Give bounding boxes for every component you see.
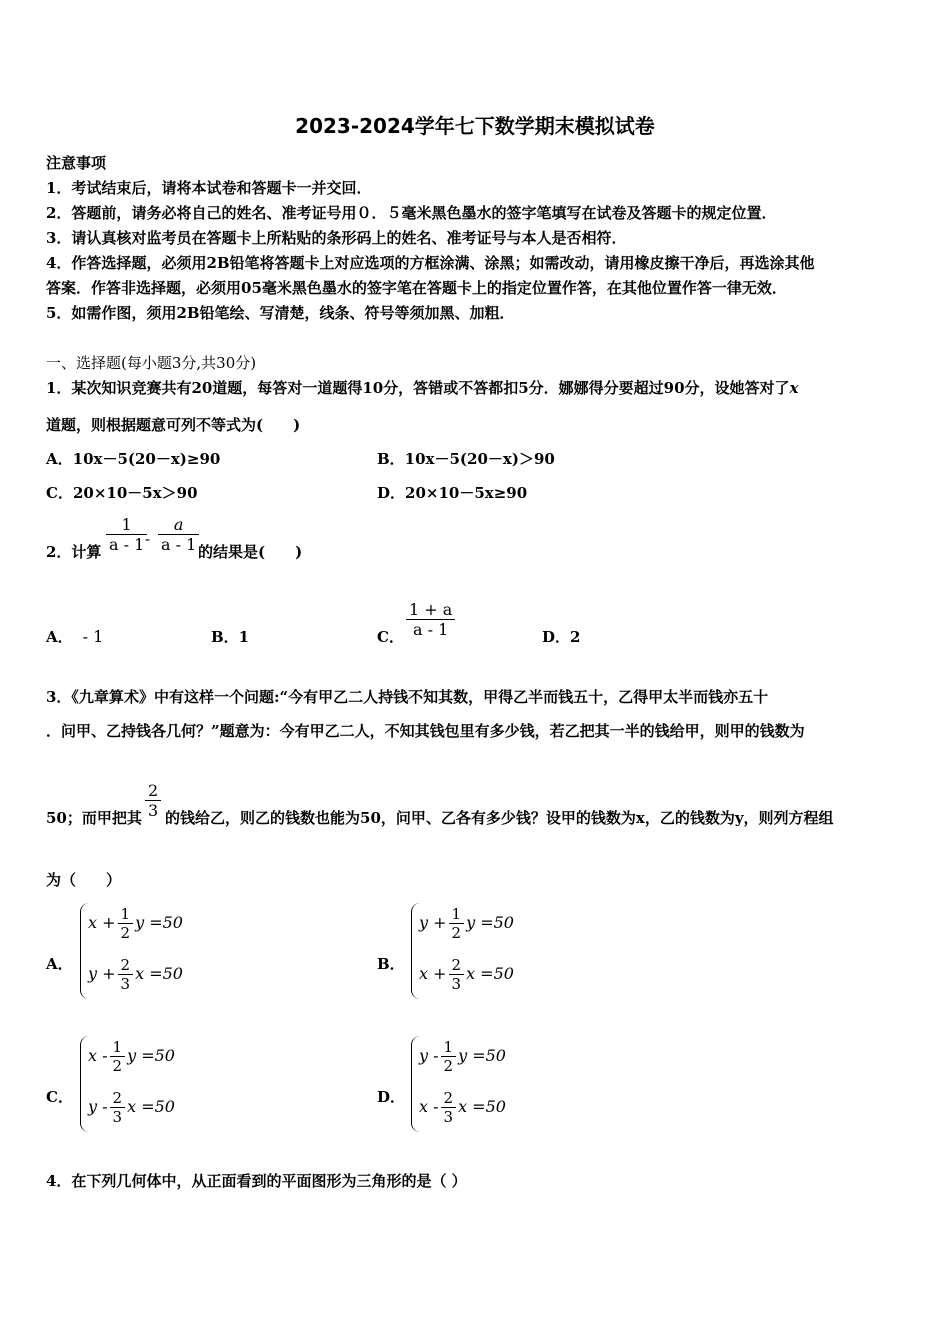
equation: y + $\frac{1}{2}$ y =50 [419, 905, 514, 942]
question-3-line4: 为（ ） [46, 871, 122, 889]
equation: x + $\frac{2}{3}$ x =50 [419, 956, 514, 993]
q2-fraction-1 [106, 515, 147, 554]
question-1-line1: 1．某次知识竞赛共有20道题，每答对一道题得10分，答错或不答都扣5分．娜娜得分要超过90分，设她答对了 [46, 379, 790, 397]
fraction-denominator: a - 1 [158, 534, 199, 554]
equation: y - $\frac{1}{2}$ y =50 [419, 1038, 506, 1075]
q3-option-b-system [411, 903, 551, 1003]
q3-option-d-label[interactable]: D． [377, 1088, 406, 1106]
q2-option-c-fraction [406, 600, 455, 639]
section-heading: 一、选择题(每小题3分,共30分) [46, 354, 257, 372]
option-label: A． [46, 628, 73, 646]
fraction-numerator: 1 [121, 515, 132, 534]
note-item: 5．如需作图，须用2B铅笔绘、写清楚，线条、符号等须加黑、加粗． [46, 304, 515, 322]
note-item: 1．考试结束后，请将本试卷和答题卡一并交回． [46, 179, 372, 197]
q2-option-b[interactable]: B．1 [211, 628, 250, 646]
question-1-var: x [789, 379, 799, 397]
fraction-numerator: a [173, 515, 184, 534]
q3-option-b-label[interactable]: B． [377, 955, 405, 973]
note-item: 3．请认真核对监考员在答题卡上所粘贴的条形码上的姓名、准考证号与本人是否相符． [46, 229, 627, 247]
question-3-line2: ．问甲、乙持钱各几何？”题意为：今有甲乙二人，不知其钱包里有多少钱，若乙把其一半的钱给甲，则甲的钱数为 [46, 722, 805, 740]
q2-option-d[interactable]: D．2 [542, 628, 581, 646]
equation: y + $\frac{2}{3}$ x =50 [88, 956, 183, 993]
fraction-numerator: 2 [148, 781, 159, 800]
note-item: 答案．作答非选择题，必须用05毫米黑色墨水的签字笔在答题卡上的指定位置作答，在其他位置作答一律无效． [46, 279, 787, 297]
question-4-text: 4．在下列几何体中，从正面看到的平面图形为三角形的是（ ） [46, 1172, 467, 1190]
question-2-suffix: 的结果是( ) [198, 543, 303, 561]
question-1-line2: 道题，则根据题意可列不等式为( ) [46, 416, 301, 434]
equation: y - $\frac{2}{3}$ x =50 [88, 1089, 175, 1126]
equation: x - $\frac{2}{3}$ x =50 [419, 1089, 506, 1126]
q3-option-a-label[interactable]: A． [46, 955, 73, 973]
question-1-text [46, 377, 798, 398]
fraction-numerator: 1 + a [409, 600, 453, 619]
q3-option-c-label[interactable]: C． [46, 1088, 73, 1106]
question-3-line3-pre: 50；而甲把其 [46, 809, 142, 827]
equation: x - $\frac{1}{2}$ y =50 [88, 1038, 175, 1075]
q1-option-c[interactable]: C．20×10－5x＞90 [46, 484, 198, 502]
notes-heading: 注意事项 [46, 154, 107, 172]
fraction-denominator: a - 1 [406, 619, 455, 639]
q3-option-a-system [80, 903, 220, 1003]
fraction-denominator: a - 1 [106, 534, 147, 554]
equation: x + $\frac{1}{2}$ y =50 [88, 905, 183, 942]
q3-option-c-system [80, 1036, 220, 1136]
q3-inline-fraction [145, 781, 161, 820]
q2-option-a[interactable] [46, 626, 103, 647]
q1-option-d[interactable]: D．20×10－5x≥90 [377, 484, 528, 502]
question-3-line1: 3．《九章算术》中有这样一个问题:“今有甲乙二人持钱不知其数，甲得乙半而钱五十，乙得甲太半而钱亦五十 [46, 688, 769, 706]
option-value: - 1 [82, 627, 104, 646]
q2-fraction-2 [158, 515, 199, 554]
q1-option-b[interactable]: B．10x－5(20－x)＞90 [377, 450, 555, 468]
q1-option-a[interactable]: A．10x－5(20－x)≥90 [46, 450, 221, 468]
question-3-line3-post: 的钱给乙，则乙的钱数也能为50，问甲、乙各有多少钱？设甲的钱数为x，乙的钱数为y，则列方程组 [165, 809, 834, 827]
minus-sign: - [145, 530, 151, 548]
question-2-prefix: 2．计算 [46, 543, 102, 561]
page-title: 2023-2024学年七下数学期末模拟试卷 [295, 114, 655, 138]
q3-option-d-system [411, 1036, 551, 1136]
fraction-denominator: 3 [145, 800, 161, 820]
note-item: 2．答题前，请务必将自己的姓名、准考证号用０．５毫米黑色墨水的签字笔填写在试卷及答题卡的规定位置． [46, 204, 777, 222]
q2-option-c-label[interactable]: C． [377, 628, 404, 646]
note-item: 4．作答选择题，必须用2B铅笔将答题卡上对应选项的方框涂满、涂黑；如需改动，请用橡皮擦干净后，再选涂其他 [46, 254, 815, 272]
